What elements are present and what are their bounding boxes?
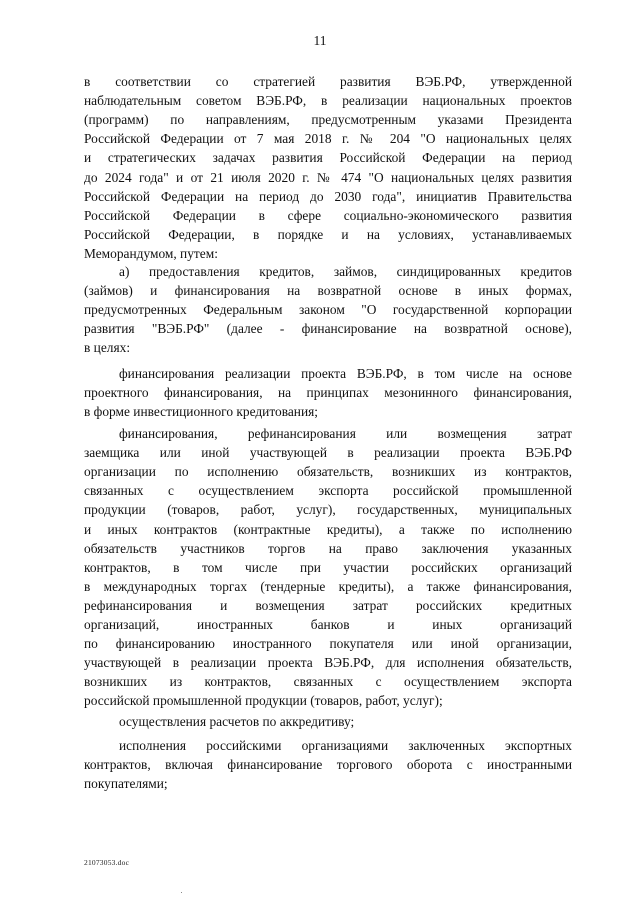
text-line: в международных торгах (тендерные кредиты), а также финансирования, (84, 578, 572, 594)
text-line: предусмотренных Федеральным законом "О государственной корпорации (84, 302, 572, 318)
text-line: обязательств участников торгов на право заключения указанных (84, 540, 572, 556)
text-line: Российской Федерации в сфере социально-экономического развития (84, 207, 572, 223)
text-line: финансирования, рефинансирования или возмещения затрат (119, 426, 572, 441)
text-line: связанных с осуществлением экспорта российской промышленной (84, 483, 572, 499)
scan-speck (181, 892, 182, 893)
text-line: финансирования реализации проекта ВЭБ.РФ, в том числе на основе (119, 366, 572, 381)
text-line: Меморандумом, путем: (84, 245, 218, 261)
text-line: по финансированию иностранного покупателя или иной организации, (84, 636, 572, 652)
text-line: (программ) по направлениям, предусмотренным указами Президента (84, 112, 572, 128)
text-line: покупателями; (84, 776, 168, 792)
text-line: до 2024 года" и от 21 июля 2020 г. № 474 "О национальных целях развития (84, 169, 572, 185)
text-line: российской промышленной продукции (товаров, работ, услуг); (84, 693, 443, 709)
text-line: а) предоставления кредитов, займов, синдицированных кредитов (119, 264, 572, 279)
page-number: 11 (313, 33, 327, 48)
text-line: организации по исполнению обязательств, возникших из контрактов, (84, 464, 572, 480)
footer-doc-id: 21073053.doc (84, 858, 130, 867)
text-line: проектного финансирования, на принципах мезонинного финансирования, (84, 385, 572, 401)
text-line: развития "ВЭБ.РФ" (далее - финансирование на возвратной основе), (84, 321, 572, 337)
text-line: осуществления расчетов по аккредитиву; (119, 714, 355, 729)
text-line: Российской Федерации на период до 2030 года", инициатив Правительства (84, 188, 572, 204)
text-line: организаций, иностранных банков и иных организаций (84, 617, 572, 632)
text-line: возникших из контрактов, связанных с осуществлением экспорта (84, 674, 572, 690)
text-line: продукции (товаров, работ, услуг), государственных, муниципальных (84, 502, 572, 518)
text-line: рефинансирования и возмещения затрат российских кредитных (84, 597, 572, 613)
text-line: и стратегических задачах развития Российской Федерации на период (84, 150, 572, 166)
text-line: наблюдательным советом ВЭБ.РФ, в реализации национальных проектов (84, 93, 572, 109)
text-line: контрактов, включая финансирование торгового оборота с иностранными (84, 757, 572, 773)
text-line: и иных контрактов (контрактные кредиты), а также по исполнению (84, 521, 572, 537)
text-line: Российской Федерации от 7 мая 2018 г. № 204 "О национальных целях (84, 131, 572, 147)
text-line: в соответствии со стратегией развития ВЭБ.РФ, утвержденной (84, 74, 572, 89)
text-line: заемщика или иной участвующей в реализации проекта ВЭБ.РФ (84, 445, 572, 461)
text-line: контрактов, в том числе при участии российских организаций (84, 559, 572, 575)
text-line: Российской Федерации, в порядке и на условиях, устанавливаемых (84, 226, 572, 242)
text-line: участвующей в реализации проекта ВЭБ.РФ, для исполнения обязательств, (84, 655, 572, 671)
text-line: (займов) и финансирования на возвратной основе в иных формах, (84, 283, 572, 299)
text-line: в форме инвестиционного кредитования; (84, 404, 318, 420)
text-line: исполнения российскими организациями заключенных экспортных (119, 738, 572, 753)
text-line: в целях: (84, 340, 131, 356)
